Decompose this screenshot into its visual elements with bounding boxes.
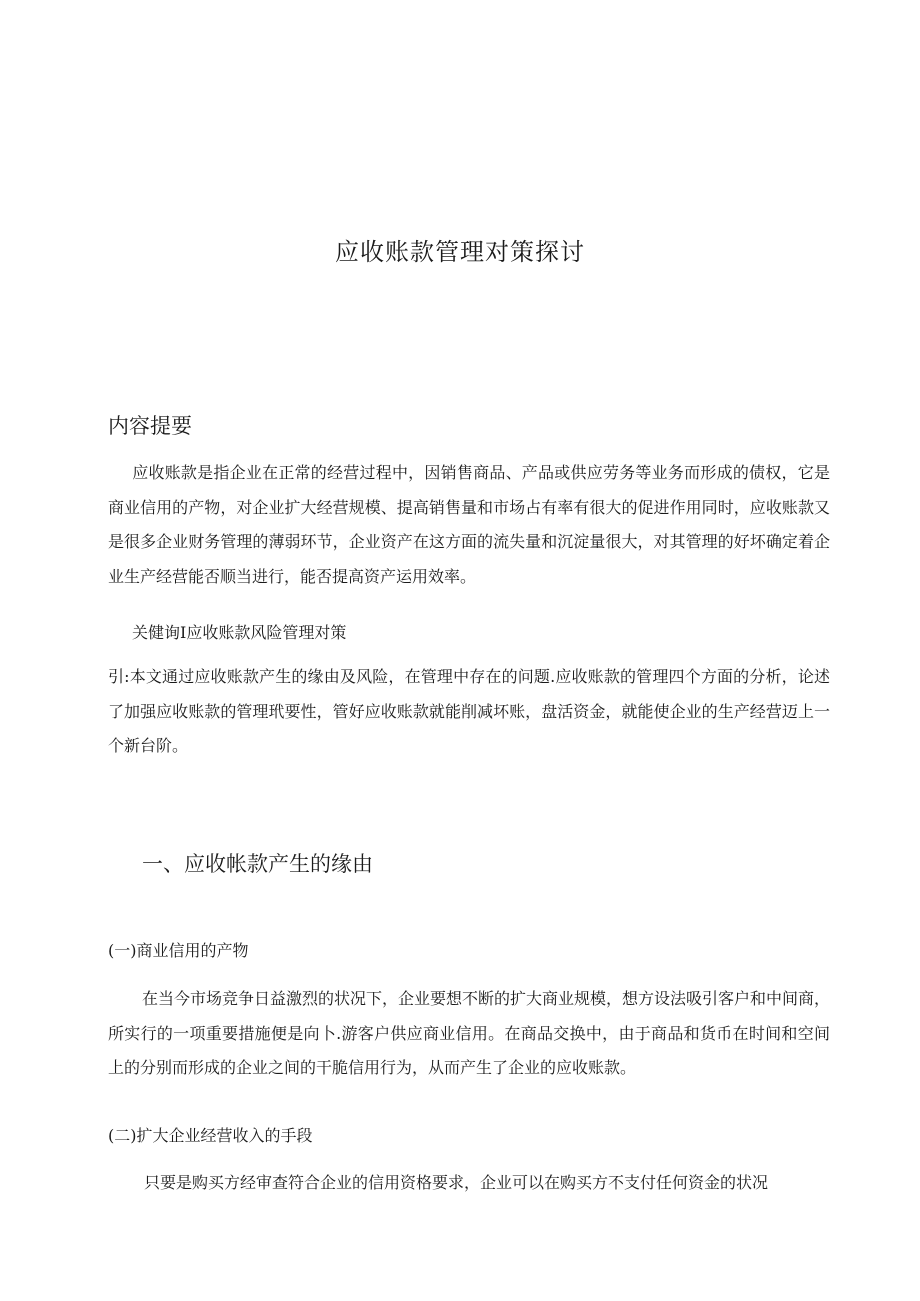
subsection-paragraph-1 — [108, 982, 830, 1086]
keywords-line: 关健询I应收账款风险管理对策 — [132, 623, 347, 642]
subsection-heading-2: (二)扩大企业经营收入的手段 — [108, 1126, 313, 1145]
abstract-heading: 内容提要 — [108, 414, 192, 438]
document-title: 应收账款管理对策探讨 — [335, 238, 585, 266]
abstract-text: 应收账款是指企业在正常的经营过程中，因销售商品、产品或供应劳务等业务而形成的债权，它是商业信用的产物，对企业扩大经营规模、提高销售量和市场占有率有很大的促进作用同时，应收账款又是很多企业财务管理的薄弱环节，企业资产在这方面的流失量和沉淀量很大，对其管理的好坏确定着企业生产经营能否顺当进行，能否提高资产运用效率。 — [108, 463, 830, 586]
intro-paragraph: 引:本文通过应收账款产生的缘由及风险，在管理中存在的问题.应收账款的管理四个方面的分析，论述了加强应收账款的管理玳要性，管好应收账款就能削减坏账，盘活资金，就能使企业的生产经营迈上一个新台阶。 — [108, 667, 830, 755]
subsection-text-2: 只要是购买方经审查符合企业的信用资格要求，企业可以在购买方不支付任何资金的状况 — [144, 1173, 769, 1192]
abstract-paragraph — [108, 456, 830, 594]
subsection-heading-1: (一)商业信用的产物 — [108, 941, 249, 960]
subsection-text-1: 在当今市场竞争日益激烈的状况下，企业要想不断的扩大商业规模，想方设法吸引客户和中间商，所实行的一项重要措施便是向卜.游客户供应商业信用。在商品交换中，由于商品和货币在时间和空间上的分别而形成的企业之间的干脆信用行为，从而产生了企业的应收账款。 — [108, 989, 831, 1077]
subsection-paragraph-2 — [108, 1166, 830, 1201]
chapter-heading: 一、应收帐款产生的缘由 — [142, 852, 373, 876]
